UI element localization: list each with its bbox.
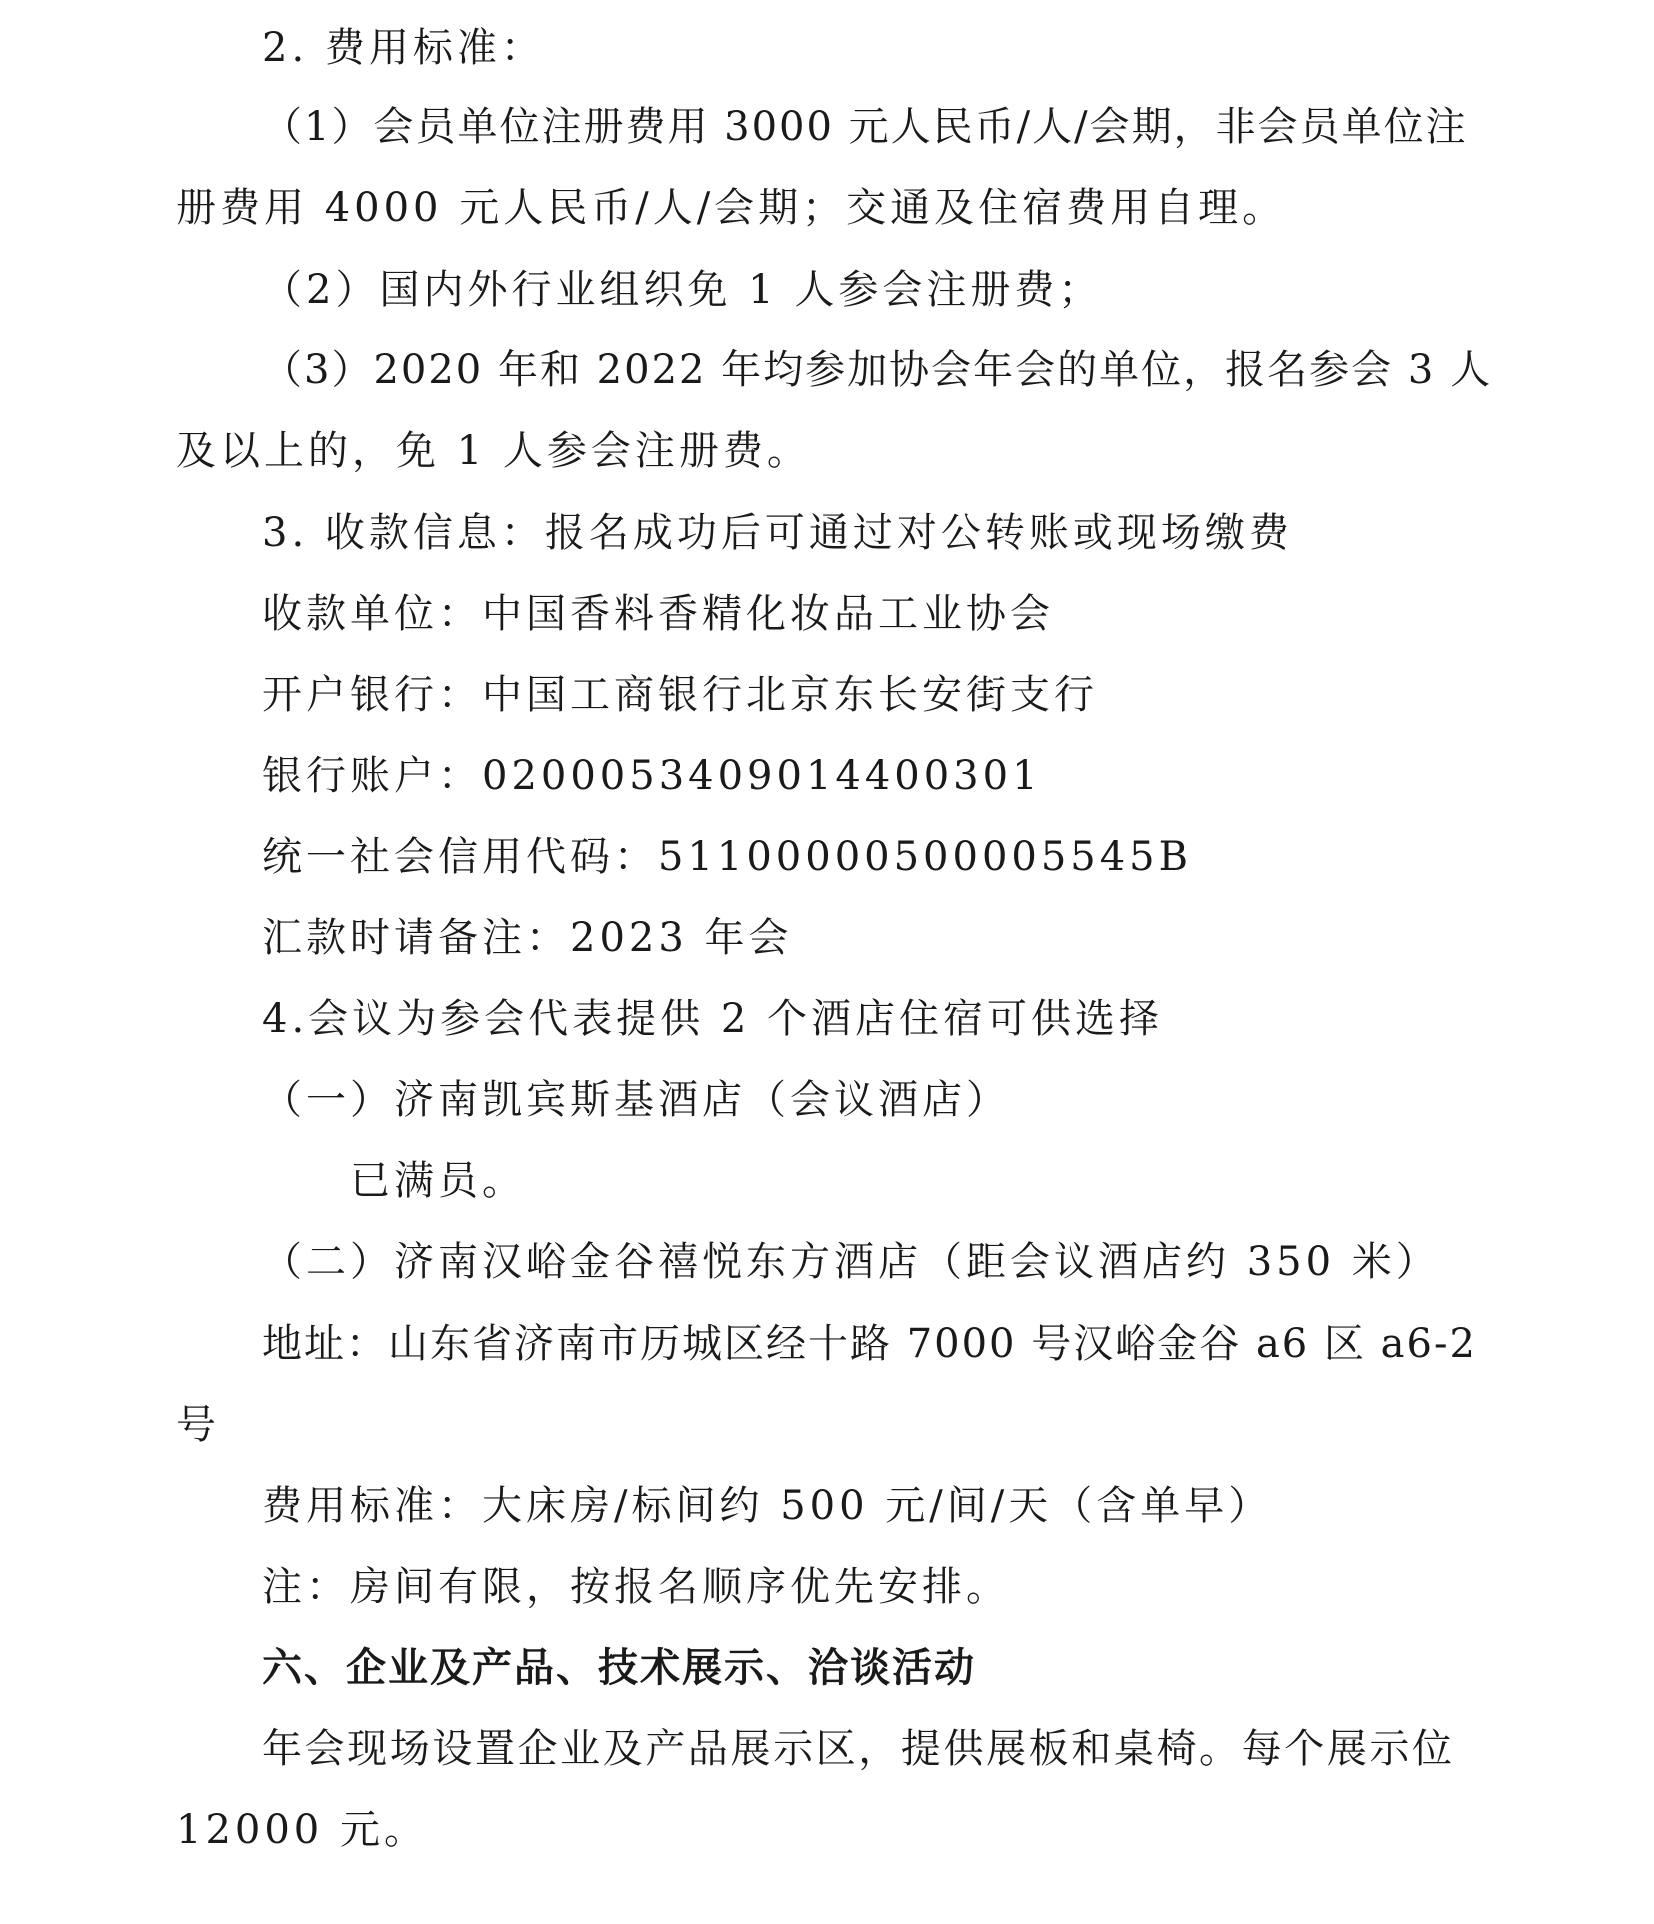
fee-standard-heading: 2. 费用标准： [262,25,545,71]
hotel-2-note: 注：房间有限，按报名顺序优先安排。 [262,1564,1010,1610]
hotel-2-price: 费用标准：大床房/标间约 500 元/间/天（含单早） [262,1483,1273,1529]
bank-account: 银行账户：0200053409014400301 [262,753,1042,799]
hotel-1-name: （一）济南凯宾斯基酒店（会议酒店） [262,1077,1010,1123]
fee-item-1-line-1: （1）会员单位注册费用 3000 元人民币/人/会期，非会员单位注 [262,104,1468,150]
payment-heading: 3. 收款信息：报名成功后可通过对公转账或现场缴费 [262,510,1293,556]
hotel-2-address-line-1: 地址：山东省济南市历城区经十路 7000 号汉峪金谷 a6 区 a6-2 [262,1321,1477,1367]
hotel-2-address-line-2: 号 [176,1402,220,1448]
fee-item-3-line-2: 及以上的，免 1 人参会注册费。 [176,428,811,474]
hotel-1-status: 已满员。 [350,1158,526,1204]
hotel-heading: 4.会议为参会代表提供 2 个酒店住宿可供选择 [262,996,1164,1042]
section-6-body-line-2: 12000 元。 [176,1807,428,1853]
payee: 收款单位：中国香料香精化妆品工业协会 [262,591,1054,637]
credit-code: 统一社会信用代码：51100000500005545B [262,834,1193,880]
section-6-heading: 六、企业及产品、技术展示、洽谈活动 [262,1645,976,1691]
fee-item-2: （2）国内外行业组织免 1 人参会注册费； [262,267,1103,313]
fee-item-3-line-1: （3）2020 年和 2022 年均参加协会年会的单位，报名参会 3 人 [262,347,1493,393]
bank: 开户银行：中国工商银行北京东长安街支行 [262,672,1098,718]
remittance-remark: 汇款时请备注：2023 年会 [262,915,793,961]
hotel-2-name: （二）济南汉峪金谷禧悦东方酒店（距会议酒店约 350 米） [262,1239,1440,1285]
section-6-body-line-1: 年会现场设置企业及产品展示区，提供展板和桌椅。每个展示位 [262,1726,1454,1772]
fee-item-1-line-2: 册费用 4000 元人民币/人/会期；交通及住宿费用自理。 [176,185,1287,231]
